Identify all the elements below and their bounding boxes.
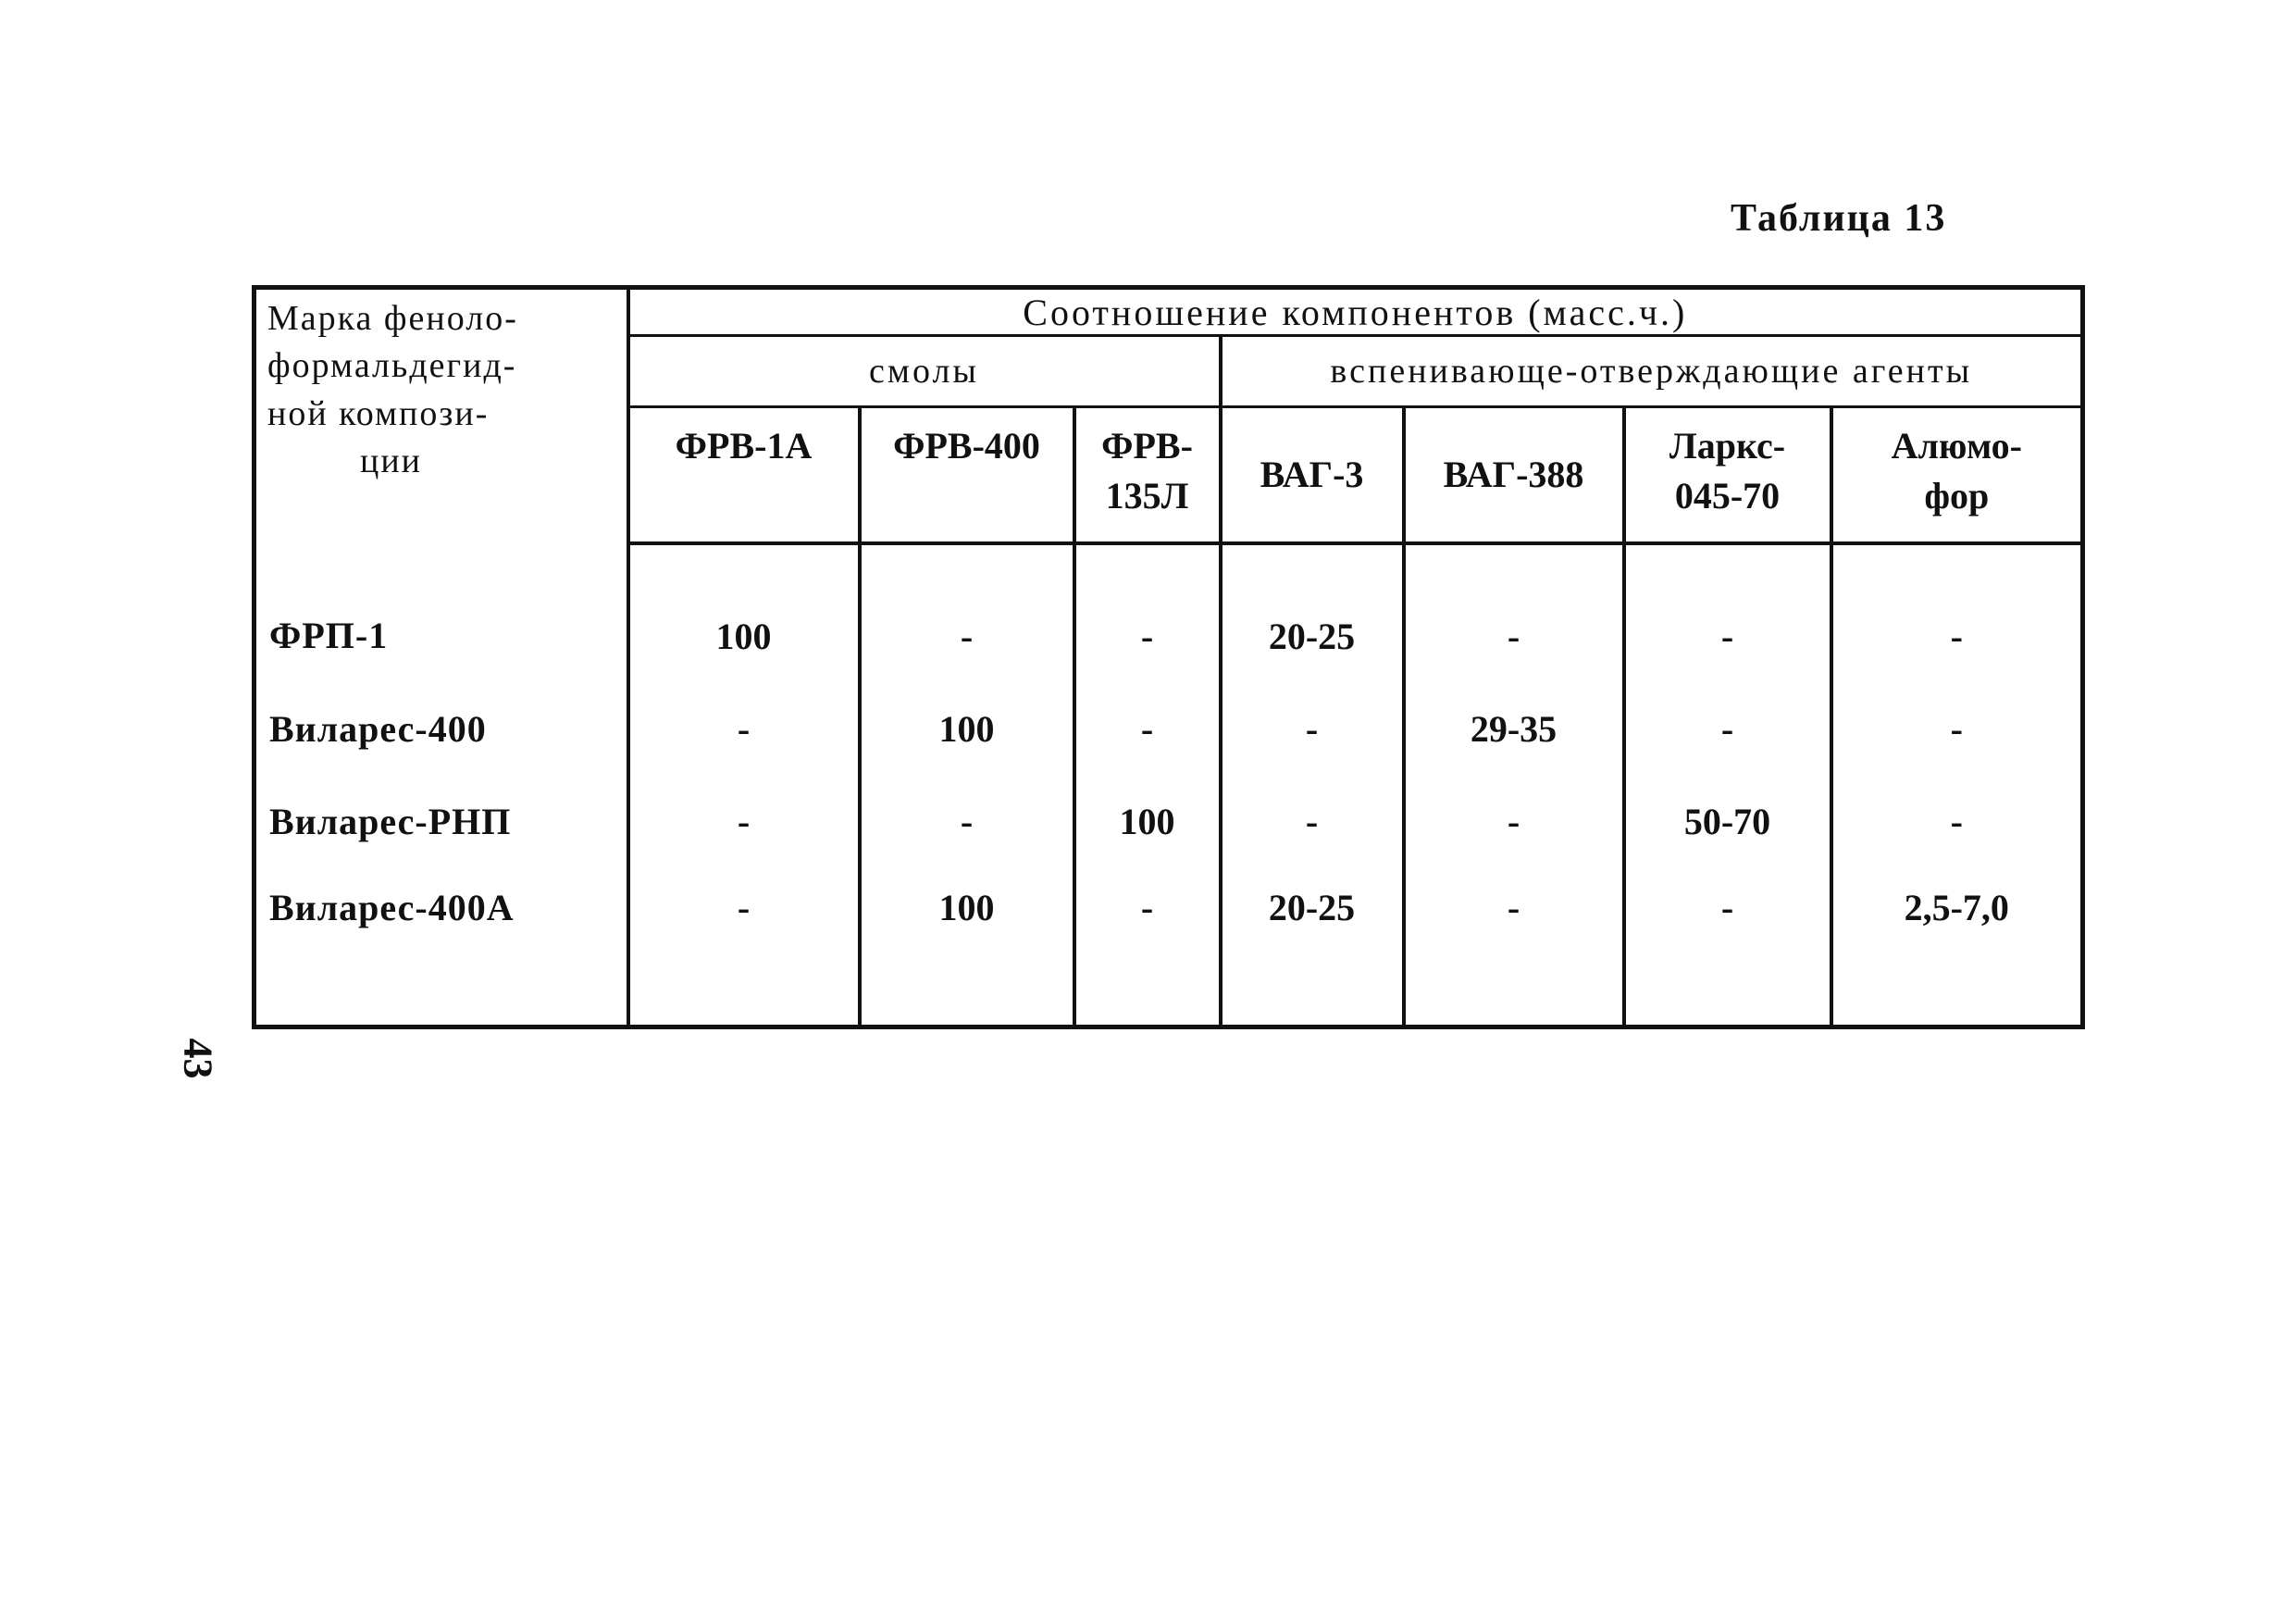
- column-header-frv-135l: ФРВ- 135Л: [1074, 407, 1221, 544]
- table-title: Таблица 13: [1731, 197, 1947, 240]
- table-cell: -: [628, 682, 860, 775]
- brand-header-line: Марка феноло-: [267, 299, 518, 338]
- column-header-larks: Ларкс- 045-70: [1624, 407, 1831, 544]
- table-row: [254, 775, 2083, 867]
- ratio-header: Соотношение компонентов (масс.ч.): [628, 288, 2083, 336]
- table-cell: 100: [860, 682, 1074, 775]
- row-label: Виларес-РНП: [254, 775, 628, 867]
- composition-table: [252, 285, 2085, 1029]
- table-cell: -: [1624, 682, 1831, 775]
- column-header-vag-388: ВАГ-388: [1404, 407, 1624, 544]
- row-label: Виларес-400: [254, 682, 628, 775]
- table-row: [254, 682, 2083, 775]
- table-cell: -: [628, 867, 860, 1027]
- table-cell: -: [860, 775, 1074, 867]
- table-cell: -: [1221, 682, 1404, 775]
- column-header-frv-400: ФРВ-400: [860, 407, 1074, 544]
- page-number: 43: [175, 1038, 221, 1079]
- table-row: [254, 543, 2083, 682]
- table-cell: -: [1624, 543, 1831, 682]
- table-cell: -: [1074, 682, 1221, 775]
- table-cell: -: [1404, 775, 1624, 867]
- table-cell: -: [1831, 543, 2083, 682]
- table-cell: -: [1831, 775, 2083, 867]
- row-label: ФРП-1: [254, 543, 628, 682]
- brand-header-line: ции: [360, 441, 423, 480]
- column-header-alyumofor: Алюмо- фор: [1831, 407, 2083, 544]
- resins-group-header: смолы: [628, 336, 1221, 407]
- table-cell: 100: [1074, 775, 1221, 867]
- table-cell: 29-35: [1404, 682, 1624, 775]
- table-cell: -: [1074, 867, 1221, 1027]
- table-row: [254, 867, 2083, 1027]
- brand-column-header: [254, 288, 628, 544]
- row-label: Виларес-400А: [254, 867, 628, 1027]
- column-header-frv-1a: ФРВ-1А: [628, 407, 860, 544]
- table-cell: 50-70: [1624, 775, 1831, 867]
- table-cell: -: [628, 775, 860, 867]
- table-cell: -: [1221, 775, 1404, 867]
- table-cell: 20-25: [1221, 867, 1404, 1027]
- agents-group-header: вспенивающе-отверждающие агенты: [1221, 336, 2083, 407]
- column-header-vag-3: ВАГ-3: [1221, 407, 1404, 544]
- table-cell: 2,5-7,0: [1831, 867, 2083, 1027]
- table-cell: -: [1074, 543, 1221, 682]
- table-cell: 100: [860, 867, 1074, 1027]
- brand-header-line: ной компози-: [267, 393, 490, 433]
- table-cell: -: [1404, 867, 1624, 1027]
- table-cell: 100: [628, 543, 860, 682]
- table-cell: -: [860, 543, 1074, 682]
- table-cell: 20-25: [1221, 543, 1404, 682]
- table-cell: -: [1831, 682, 2083, 775]
- table-cell: -: [1404, 543, 1624, 682]
- brand-header-line: формальдегид-: [267, 346, 517, 386]
- table-cell: -: [1624, 867, 1831, 1027]
